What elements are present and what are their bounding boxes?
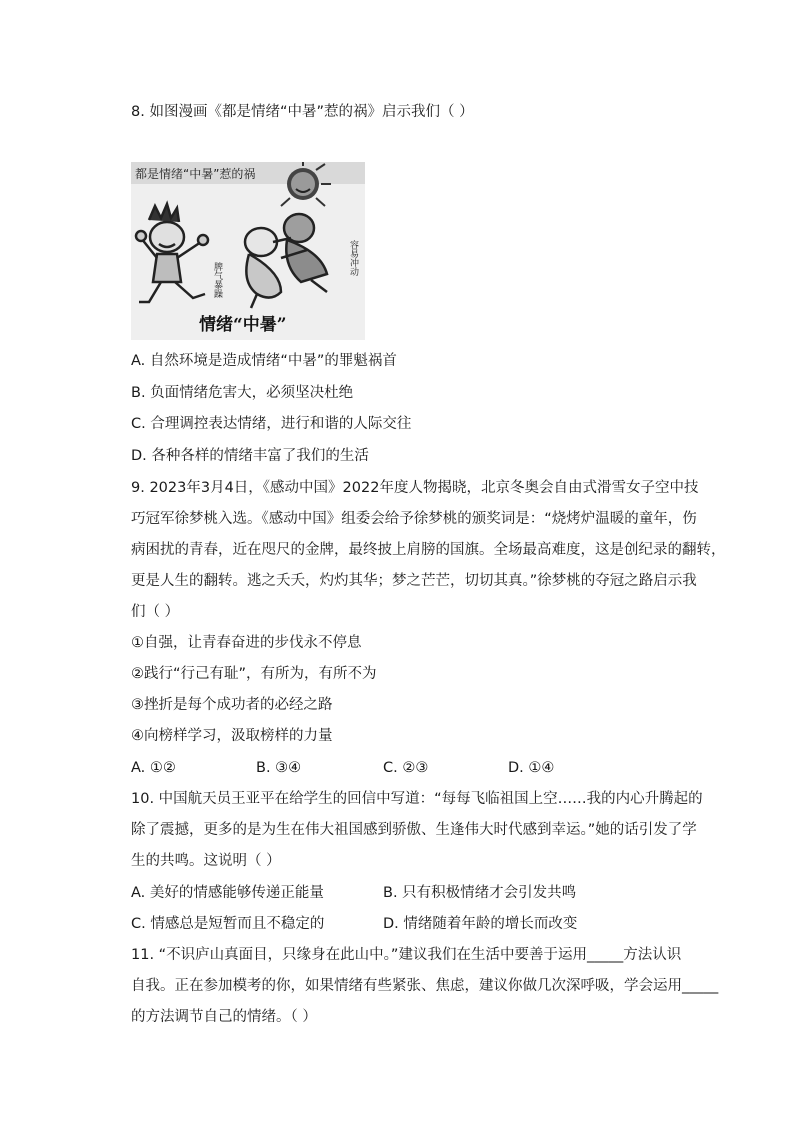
q9-option-b: B. ③④	[256, 760, 302, 776]
q11-stem-line: 11. “不识庐山真面目，只缘身在此山中。”建议我们在生活中要善于运用_____方法认识	[131, 947, 682, 963]
q8-option-c: C. 合理调控表达情绪，进行和谐的人际交往	[131, 416, 412, 432]
q10-stem-line: 除了震撼，更多的是为生在伟大祖国感到骄傲、生逢伟大时代感到幸运。”她的话引发了学	[131, 822, 697, 838]
q10-stem-line: 生的共鸣。这说明（ ）	[131, 853, 281, 869]
q8-option-a: A. 自然环境是造成情绪“中暑”的罪魁祸首	[131, 353, 397, 369]
cartoon-banner-text: 都是情绪“中暑”惹的祸	[135, 167, 256, 181]
q9-option-c: C. ②③	[383, 760, 429, 776]
cartoon-label-left: 脾气暴躁	[212, 262, 222, 298]
q9-statement-3: ③挫折是每个成功者的必经之路	[131, 697, 333, 713]
q11-stem-line: 自我。正在参加模考的你，如果情绪有些紧张、焦虑，建议你做几次深呼吸，学会运用_____	[131, 978, 719, 994]
q9-statement-2: ②践行“行己有耻”，有所为，有所不为	[131, 666, 377, 682]
q9-statement-1: ①自强，让青春奋进的步伐永不停息	[131, 635, 362, 651]
cartoon-label-right: 容易冲动	[348, 240, 358, 276]
q10-option-d: D. 情绪随着年龄的增长而改变	[383, 916, 578, 932]
q9-stem-line: 病困扰的青春，近在咫尺的金牌，最终披上肩膀的国旗。全场最高难度，这是创纪录的翻转，	[131, 542, 726, 558]
q8-option-d: D. 各种各样的情绪丰富了我们的生活	[131, 448, 369, 464]
q11-stem-line: 的方法调节自己的情绪。（ ）	[131, 1009, 317, 1025]
q9-stem-line: 们（ ）	[131, 604, 180, 620]
q9-statement-4: ④向榜样学习，汲取榜样的力量	[131, 728, 333, 744]
q8-option-b: B. 负面情绪危害大，必须坚决杜绝	[131, 385, 354, 401]
q9-option-d: D. ①④	[508, 760, 555, 776]
cartoon-image	[131, 162, 365, 340]
q9-stem-line: 更是人生的翻转。逃之夭夭，灼灼其华；梦之芒芒，切切其真。”徐梦桃的夺冠之路启示我	[131, 573, 697, 589]
q9-option-a: A. ①②	[131, 760, 176, 776]
q10-option-a: A. 美好的情感能够传递正能量	[131, 885, 324, 901]
q9-stem-line: 巧冠军徐梦桃入选。《感动中国》组委会给予徐梦桃的颁奖词是：“烧烤炉温暖的童年，伤	[131, 511, 697, 527]
q8-stem: 8. 如图漫画《都是情绪“中暑”惹的祸》启示我们（ ）	[131, 104, 474, 120]
cartoon-caption: 情绪“中暑”	[199, 315, 287, 335]
q9-stem-line: 9. 2023年3月4日，《感动中国》2022年度人物揭晓，北京冬奥会自由式滑雪女子空中技	[131, 480, 699, 496]
q10-stem-line: 10. 中国航天员王亚平在给学生的回信中写道：“每每飞临祖国上空……我的内心升腾起的	[131, 791, 703, 807]
q10-option-c: C. 情感总是短暂而且不稳定的	[131, 916, 325, 932]
q10-option-b: B. 只有积极情绪才会引发共鸣	[383, 885, 577, 901]
